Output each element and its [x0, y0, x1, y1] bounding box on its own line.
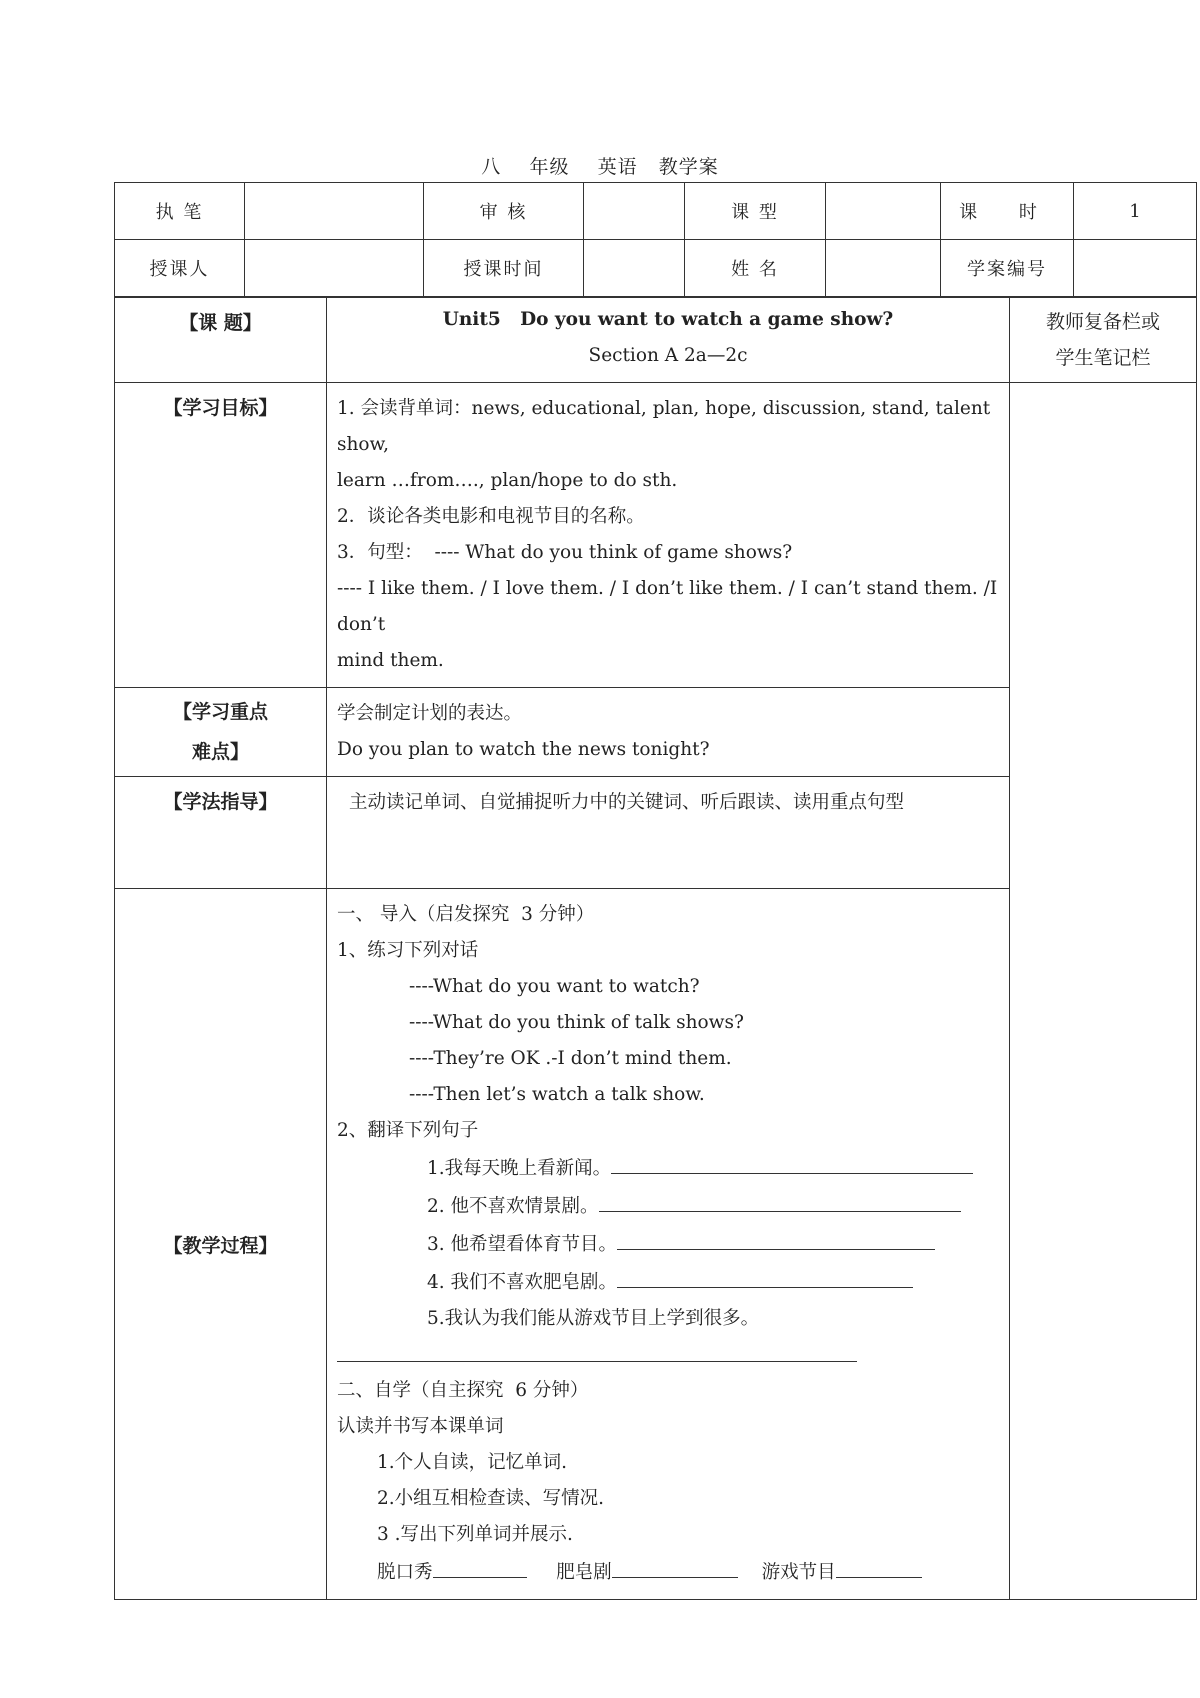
key-point-line: 学会制定计划的表达。 [337, 703, 523, 724]
dialog-line: ----Then let’s watch a talk show. [409, 1084, 705, 1105]
document-title: 八 年级 英语 教学案 [481, 156, 719, 178]
lesson-type-value[interactable] [826, 183, 941, 240]
word-label: 脱口秀 [377, 1562, 433, 1583]
translate-item-3 [337, 1225, 999, 1263]
word-blank[interactable] [433, 1553, 527, 1578]
translate-text: 5.我认为我们能从游戏节目上学到很多。 [427, 1308, 760, 1329]
author-label: 执 笔 [115, 183, 245, 240]
objectives-label: 【学习目标】 [115, 383, 327, 688]
self-study-title: 认读并书写本课单词 [337, 1416, 504, 1437]
answer-blank[interactable] [617, 1225, 935, 1250]
objective-line: learn …from…., plan/hope to do sth. [337, 470, 678, 491]
translate-item-1 [337, 1149, 999, 1187]
objectives-content [327, 383, 1010, 688]
objective-line: 3．句型： ---- What do you think of game shows? [337, 542, 793, 563]
plan-no-label: 学案编号 [941, 240, 1074, 297]
key-points-content [327, 688, 1010, 777]
practice-title: 1、练习下列对话 [337, 940, 479, 961]
answer-blank[interactable] [611, 1149, 973, 1174]
dialog-line: ----They’re OK .-I don’t mind them. [409, 1048, 732, 1069]
objective-line: 2．谈论各类电影和电视节目的名称。 [337, 506, 645, 527]
reviewer-value[interactable] [584, 183, 685, 240]
answer-blank[interactable] [337, 1337, 857, 1362]
translate-item-5 [337, 1301, 999, 1337]
objective-line: ---- I like them. / I love them. / I don’t like them. / I can’t stand them. /I don’t [337, 578, 998, 635]
answer-blank[interactable] [617, 1263, 913, 1288]
header-table [114, 182, 1197, 297]
key-points-label-line-2: 难点】 [191, 741, 249, 763]
translate-text: 2. 他不喜欢情景剧。 [427, 1196, 599, 1217]
period-value: 1 [1074, 183, 1197, 240]
notes-header-line-1: 教师复备栏或 [1045, 311, 1160, 333]
objective-line: 1. 会读背单词：news, educational, plan, hope, discussion, stand, talent show, [337, 398, 991, 455]
word-label: 肥皂剧 [556, 1562, 612, 1583]
objective-line: mind them. [337, 650, 444, 671]
notes-header-line-2: 学生笔记栏 [1055, 347, 1151, 369]
notes-column[interactable] [1010, 383, 1197, 1600]
process-label: 【教学过程】 [115, 889, 327, 1600]
dialog-line: ----What do you want to watch? [409, 976, 700, 997]
name-label: 姓 名 [685, 240, 826, 297]
translate-item-2 [337, 1187, 999, 1225]
method-label: 【学法指导】 [115, 777, 327, 889]
key-points-label-line-1: 【学习重点 [172, 701, 268, 723]
answer-blank[interactable] [599, 1187, 961, 1212]
word-blank[interactable] [612, 1553, 738, 1578]
method-content: 主动读记单词、自觉捕捉听力中的关键词、听后跟读、读用重点句型 [327, 777, 1010, 889]
topic-title: Unit5 Do you want to watch a game show? [442, 309, 894, 330]
word-label: 游戏节目 [761, 1562, 836, 1583]
notes-column-header [1010, 298, 1197, 383]
key-points-label [115, 688, 327, 777]
name-value[interactable] [826, 240, 941, 297]
section-2-title: 二、自学（自主探究 6 分钟） [337, 1380, 589, 1401]
translate-text: 4. 我们不喜欢肥皂剧。 [427, 1272, 618, 1293]
section-1-title: 一、 导入（启发探究 3 分钟） [337, 904, 595, 925]
period-label: 课 时 [941, 183, 1074, 240]
teacher-label: 授课人 [115, 240, 245, 297]
translate-text: 1.我每天晚上看新闻。 [427, 1158, 612, 1179]
self-study-item: 3 .写出下列单词并展示. [377, 1524, 573, 1545]
self-study-item: 1.个人自读，记忆单词. [377, 1452, 568, 1473]
plan-no-value[interactable] [1074, 240, 1197, 297]
dialog-line: ----What do you think of talk shows? [409, 1012, 744, 1033]
teacher-value[interactable] [245, 240, 424, 297]
reviewer-label: 审 核 [424, 183, 584, 240]
process-content [327, 889, 1010, 1600]
key-point-line: Do you plan to watch the news tonight? [337, 739, 710, 760]
translate-text: 3. 他希望看体育节目。 [427, 1234, 618, 1255]
lesson-table [114, 297, 1197, 1600]
word-blanks-row [337, 1553, 999, 1591]
topic-subtitle: Section A 2a—2c [588, 345, 748, 366]
translate-title: 2、翻译下列句子 [337, 1120, 479, 1141]
translate-item-4 [337, 1263, 999, 1301]
lesson-type-label: 课 型 [685, 183, 826, 240]
word-blank[interactable] [836, 1553, 922, 1578]
topic-label: 【课 题】 [115, 298, 327, 383]
time-label: 授课时间 [424, 240, 584, 297]
author-value[interactable] [245, 183, 424, 240]
time-value[interactable] [584, 240, 685, 297]
self-study-item: 2.小组互相检查读、写情况. [377, 1488, 605, 1509]
